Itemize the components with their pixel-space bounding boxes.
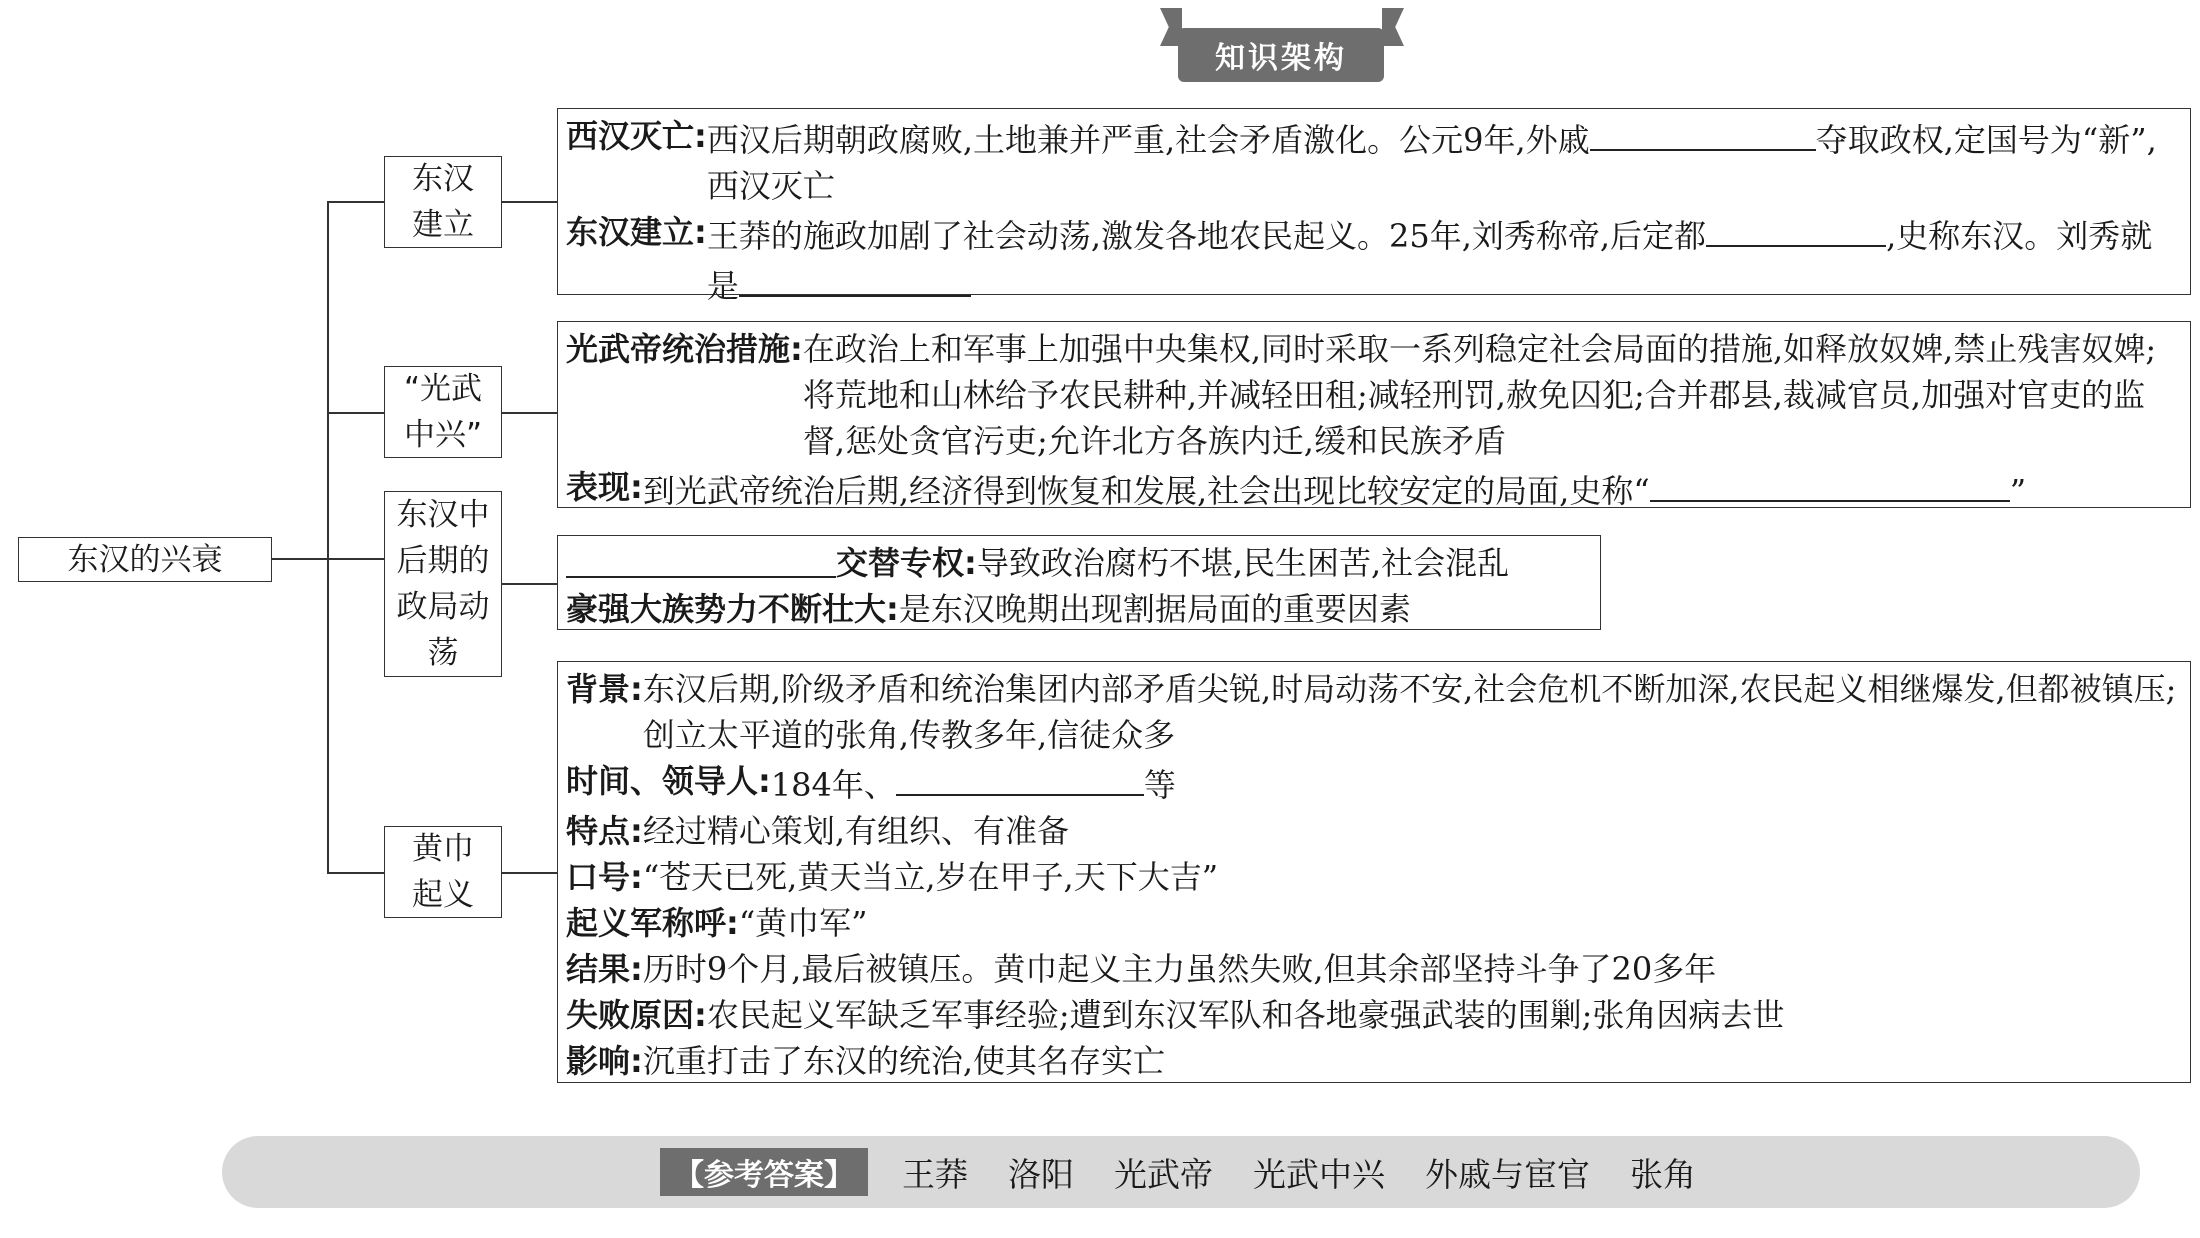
fill-blank[interactable]	[896, 758, 1144, 796]
row-failure-reasons	[566, 992, 2182, 1038]
answer-item: 外戚与宦官	[1425, 1154, 1590, 1194]
row-army-name	[566, 900, 2182, 946]
connector-trunk-v	[327, 201, 329, 873]
row-features	[566, 808, 2182, 854]
row-label: 结果:	[566, 950, 643, 988]
row-text: 农民起义军缺乏军事经验;遭到东汉军队和各地豪强武装的围剿;张角因病去世	[706, 996, 1785, 1034]
row-text: 王莽的施政加剧了社会动荡,激发各地农民起义。25年,刘秀称帝,后定都 ,史称东汉。刘秀就是	[707, 209, 2182, 309]
row-text: 是东汉晚期出现割据局面的重要因素	[898, 590, 1411, 628]
row-label: 起义军称呼:	[566, 904, 739, 942]
row-label: 豪强大族势力不断壮大:	[566, 590, 899, 628]
connector-box-4	[502, 872, 557, 874]
connector-root-h	[272, 558, 328, 560]
root-node: 东汉的兴衰	[18, 537, 272, 582]
row-text: 经过精心策划,有组织、有准备	[642, 812, 1069, 850]
node-mid-late-turmoil: 东汉中 后期的 政局动 荡	[384, 491, 502, 677]
answer-item: 洛阳	[1008, 1154, 1074, 1194]
row-slogan	[566, 854, 2182, 900]
banner-ribbon-right	[1382, 8, 1404, 46]
content-box-yellow-turban	[557, 661, 2191, 1083]
connector-box-2	[502, 412, 557, 414]
fill-blank[interactable]	[566, 540, 836, 578]
row-guangwu-measures	[566, 326, 2182, 464]
row-label: 交替专权:	[836, 544, 977, 582]
row-text: 在政治上和军事上加强中央集权,同时采取一系列稳定社会局面的措施,如释放奴婢,禁止残害奴婢;将荒地和山林给予农民耕种,并减轻田租;减轻刑罚,赦免囚犯;合并郡县,裁减官员,加强对官吏的监督,惩处贪官污吏;允许北方各族内迁,缓和民族矛盾	[802, 330, 2157, 460]
row-text: 184年、 等	[771, 758, 2182, 808]
fill-blank[interactable]	[739, 259, 971, 297]
row-time-leader	[566, 758, 2182, 808]
row-text: “苍天已死,黄天当立,岁在甲子,天下大吉”	[642, 858, 1219, 896]
node-yellow-turban: 黄巾 起义	[384, 826, 502, 918]
fill-blank[interactable]	[1650, 464, 2010, 502]
connector-branch-4	[327, 872, 384, 874]
row-result	[566, 946, 2182, 992]
row-label: 西汉灭亡:	[566, 117, 707, 155]
connector-branch-3	[327, 558, 384, 560]
node-eastern-han-founding: 东汉 建立	[384, 156, 502, 248]
row-background	[566, 666, 2182, 758]
answer-item: 张角	[1630, 1154, 1696, 1194]
row-text: 历时9个月,最后被镇压。黄巾起义主力虽然失败,但其余部坚持斗争了20多年	[642, 950, 1717, 988]
row-text: “黄巾军”	[738, 904, 868, 942]
connector-box-3	[502, 583, 557, 585]
row-text: 到光武帝统治后期,经济得到恢复和发展,社会出现比较安定的局面,史称“ ”	[643, 464, 2182, 514]
answer-item: 光武帝	[1114, 1154, 1213, 1194]
row-label: 口号:	[566, 858, 643, 896]
content-box-turmoil	[557, 535, 1601, 630]
row-text: 西汉后期朝政腐败,土地兼并严重,社会矛盾激化。公元9年,外戚 夺取政权,定国号为“新”,西汉灭亡	[707, 113, 2182, 209]
row-label: 光武帝统治措施:	[566, 330, 803, 368]
row-label: 时间、领导人:	[566, 762, 771, 800]
fill-blank[interactable]	[1590, 113, 1816, 151]
row-text: 东汉后期,阶级矛盾和统治集团内部矛盾尖锐,时局动荡不安,社会危机不断加深,农民起义相继爆发,但都被镇压;创立太平道的张角,传教多年,信徒众多	[642, 670, 2177, 754]
row-impact	[566, 1038, 2182, 1084]
section-banner: 知识架构	[1178, 28, 1384, 82]
node-guangwu-revival: “光武 中兴”	[384, 366, 502, 458]
row-text: 沉重打击了东汉的统治,使其名存实亡	[642, 1042, 1165, 1080]
row-eastern-han-founding	[566, 209, 2182, 309]
connector-box-1	[502, 201, 557, 203]
row-label: 东汉建立:	[566, 213, 707, 251]
row-label: 影响:	[566, 1042, 643, 1080]
answer-item: 王莽	[902, 1154, 968, 1194]
row-label: 背景:	[566, 670, 643, 708]
row-label: 表现:	[566, 468, 643, 506]
row-western-han-fall	[566, 113, 2182, 209]
fill-blank[interactable]	[1706, 209, 1886, 247]
row-label: 特点:	[566, 812, 643, 850]
row-text: 导致政治腐朽不堪,民生困苦,社会混乱	[976, 544, 1510, 582]
answer-item: 光武中兴	[1253, 1154, 1385, 1194]
row-powerful-clans	[566, 586, 1592, 632]
content-box-revival	[557, 321, 2191, 508]
reference-answers-bar	[222, 1136, 2140, 1208]
answers-title: 【参考答案】	[660, 1148, 868, 1196]
content-box-founding	[557, 108, 2191, 305]
row-performance	[566, 464, 2182, 514]
row-alternating-power	[566, 540, 1592, 586]
connector-branch-2	[327, 412, 384, 414]
row-label: 失败原因:	[566, 996, 707, 1034]
connector-branch-1	[327, 201, 384, 203]
